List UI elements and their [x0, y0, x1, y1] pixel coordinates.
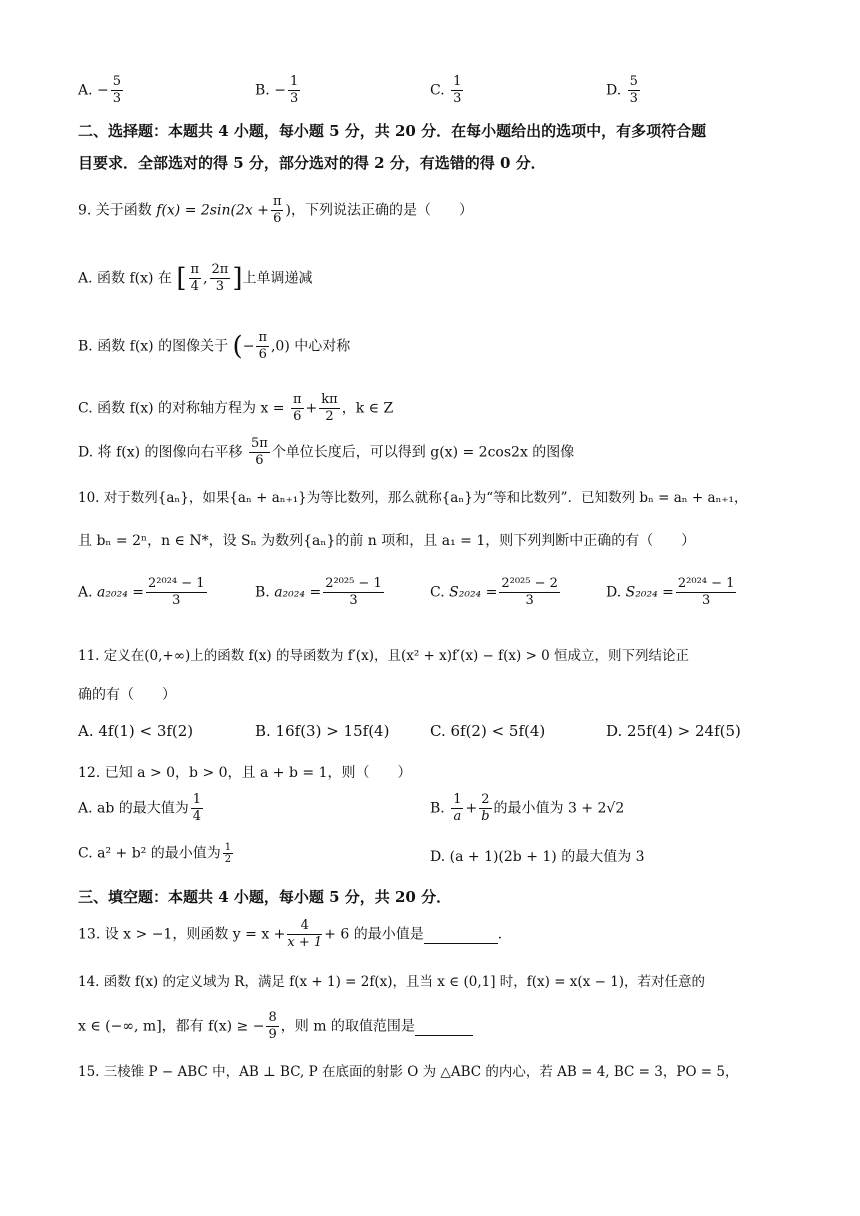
denominator: 6 — [258, 347, 267, 362]
q9-option-c: C. 函数 f(x) 的对称轴方程为 x = $\frac{\pi}{6}$ + $\frac{k\pi}{2}$ ，k ∈ Z — [78, 392, 394, 424]
numerator: 5 — [629, 74, 638, 89]
denominator: 3 — [172, 593, 181, 608]
option-label: C. — [430, 82, 445, 99]
option-suffix: 个单位长度后，可以得到 g(x) = 2cos2x 的图像 — [271, 444, 575, 461]
numerator: 8 — [268, 1010, 277, 1025]
answer-blank[interactable] — [415, 1019, 473, 1036]
q12-option-c — [78, 842, 235, 865]
denominator: b — [481, 809, 490, 824]
q10-option-a — [78, 576, 209, 609]
denominator: 6 — [273, 211, 282, 226]
fraction — [287, 918, 322, 951]
q14-suffix: ，则 m 的取值范围是 — [280, 1018, 415, 1035]
q9-function: f(x) = 2sin(2x + — [156, 202, 269, 219]
q9-stem — [78, 194, 473, 227]
option-label: A. — [78, 82, 93, 99]
minus-sign: − — [97, 82, 109, 99]
denominator: 2 — [224, 854, 232, 865]
numerator: π — [272, 194, 282, 209]
fraction — [451, 74, 463, 107]
fraction — [288, 74, 300, 107]
option-label: D. — [606, 82, 622, 99]
q8-option-a — [78, 74, 125, 107]
fraction — [146, 576, 207, 609]
q9-option-d — [78, 436, 574, 469]
numerator: 2²⁰²⁵ − 2 — [501, 576, 558, 591]
q12-stem: 12. 已知 a > 0，b > 0，且 a + b = 1，则（ ） — [78, 765, 412, 781]
option-suffix: ，k ∈ Z — [341, 400, 394, 417]
bracket: [ — [176, 263, 187, 294]
option-lhs: a₂₀₂₄ = — [97, 584, 144, 601]
denominator: 6 — [255, 453, 264, 468]
option-label: A. — [78, 584, 93, 601]
denominator: 2 — [325, 409, 334, 424]
fraction — [323, 576, 384, 609]
q10-option-b — [255, 576, 386, 609]
numerator: 1 — [289, 74, 299, 89]
section2-heading-line2: 目要求．全部选对的得 5 分，部分选对的得 2 分，有选错的得 0 分． — [78, 154, 546, 172]
fraction — [479, 792, 491, 825]
fraction — [111, 74, 123, 107]
option-text: D. 将 f(x) 的图像向右平移 — [78, 444, 243, 461]
numerator: 1 — [453, 792, 462, 807]
numerator: 2²⁰²⁴ − 1 — [148, 576, 205, 591]
q9-option-b: B. 函数 f(x) 的图像关于 (− $\frac{\pi}{6}$ ,0) 中心对称 — [78, 330, 351, 362]
denominator: 3 — [112, 91, 122, 106]
option-lhs: S₂₀₂₄ = — [449, 584, 498, 601]
numerator: 5 — [112, 74, 122, 89]
q8-option-b — [255, 74, 302, 107]
q13-end: ． — [497, 926, 512, 943]
denominator: 4 — [190, 279, 199, 294]
option-suffix: 上单调递减 — [242, 270, 313, 287]
q9-prefix: 9. 关于函数 — [78, 202, 152, 219]
numerator: 1 — [453, 74, 462, 89]
numerator: 1 — [192, 792, 202, 807]
denominator: 6 — [293, 409, 302, 424]
option-text: B. 函数 f(x) 的图像关于 — [78, 338, 229, 355]
fraction — [249, 436, 270, 469]
q12-option-a — [78, 792, 205, 825]
q11-stem-line1: 11. 定义在(0,+∞)上的函数 f(x) 的导函数为 f′(x)，且(x² + x)f′(x) − f(x) > 0 恒成立，则下列结论正 — [78, 648, 690, 664]
q11-stem-line2: 确的有（ ） — [78, 687, 176, 703]
option-text: C. 函数 f(x) 的对称轴方程为 x = — [78, 400, 285, 417]
q12-option-d: D. (a + 1)(2b + 1) 的最大值为 3 — [430, 849, 645, 865]
option-suffix: ,0) 中心对称 — [270, 338, 351, 355]
numerator: kπ — [321, 392, 338, 407]
numerator: 2²⁰²⁴ − 1 — [677, 576, 735, 591]
fraction — [191, 792, 203, 825]
fraction — [189, 262, 202, 295]
fraction — [676, 576, 737, 609]
bracket: ] — [232, 263, 243, 294]
denominator: 3 — [525, 593, 534, 608]
fraction — [223, 842, 233, 865]
q10-stem-line2: 且 bₙ = 2ⁿ，n ∈ N*，设 Sₙ 为数列{aₙ}的前 n 项和，且 a₁ = 1，则下列判断中正确的有（ ） — [78, 533, 696, 549]
denominator: 9 — [268, 1027, 277, 1042]
numerator: π — [258, 330, 267, 345]
q13-suffix: + 6 的最小值是 — [324, 926, 424, 943]
minus-sign: − — [274, 82, 286, 99]
q11-option-c: C. 6f(2) < 5f(4) — [430, 722, 546, 740]
option-label: C. — [430, 584, 445, 601]
numerator: 1 — [224, 842, 232, 853]
option-label: B. — [255, 82, 270, 99]
numerator: 2 — [481, 792, 490, 807]
section3-heading: 三、填空题：本题共 4 小题，每小题 5 分，共 20 分． — [78, 888, 452, 906]
q10-stem-line1: 10. 对于数列{aₙ}，如果{aₙ + aₙ₊₁}为等比数列，那么就称{aₙ}为“等和比数列”．已知数列 bₙ = aₙ + aₙ₊₁， — [78, 490, 748, 506]
denominator: 3 — [215, 279, 225, 294]
numerator: π — [293, 392, 302, 407]
q8-option-c — [430, 74, 465, 107]
q14-prefix: x ∈ (−∞, m]，都有 f(x) ≥ − — [78, 1018, 265, 1035]
denominator: 3 — [453, 91, 462, 106]
denominator: 3 — [629, 91, 638, 106]
section2-heading-line1: 二、选择题：本题共 4 小题，每小题 5 分，共 20 分．在每小题给出的选项中，有多项符合题 — [78, 122, 707, 140]
q10-option-d — [606, 576, 738, 609]
numerator: 2π — [211, 262, 229, 277]
fraction — [319, 392, 339, 425]
fraction — [291, 392, 304, 425]
q11-option-b: B. 16f(3) > 15f(4) — [255, 722, 390, 740]
fraction — [210, 262, 231, 295]
denominator: 3 — [289, 91, 299, 106]
denominator: 3 — [349, 593, 358, 608]
option-suffix: 的最小值为 3 + 2√2 — [493, 800, 625, 817]
fraction — [256, 330, 269, 363]
q11-option-a: A. 4f(1) < 3f(2) — [78, 722, 194, 740]
denominator: 4 — [192, 809, 202, 824]
fraction — [451, 792, 463, 825]
denominator: x + 1 — [287, 935, 323, 950]
denominator: a — [453, 809, 462, 824]
q14-stem-line2 — [78, 1010, 473, 1043]
q10-option-c — [430, 576, 562, 609]
q9-suffix: )，下列说法正确的是（ ） — [285, 202, 473, 219]
option-label: B. — [255, 584, 270, 601]
option-text: C. a² + b² 的最小值为 — [78, 845, 221, 862]
q13-prefix: 13. 设 x > −1，则函数 y = x + — [78, 926, 286, 943]
option-text: A. ab 的最大值为 — [78, 800, 189, 817]
q15-stem-line1: 15. 三棱锥 P − ABC 中，AB ⊥ BC, P 在底面的射影 O 为 △ABC 的内心，若 AB = 4, BC = 3，PO = 5， — [78, 1064, 739, 1080]
option-label: B. — [430, 800, 445, 817]
fraction — [266, 1010, 278, 1043]
fraction — [271, 194, 284, 227]
q9-option-a: A. 函数 f(x) 在 [ $\frac{\pi}{4}$ , $\frac{2\pi}{3}$ ]上单调递减 — [78, 262, 313, 294]
fraction — [499, 576, 560, 609]
option-lhs: S₂₀₂₄ = — [625, 584, 674, 601]
q8-option-d — [606, 74, 642, 107]
option-label: D. — [606, 584, 622, 601]
option-text: A. 函数 f(x) 在 — [78, 270, 172, 287]
answer-blank[interactable] — [424, 927, 498, 944]
q11-option-d: D. 25f(4) > 24f(5) — [606, 722, 741, 740]
q12-option-b: B. $\frac{1}{a}$ + $\frac{2}{b}$ 的最小值为 3 + 2√2 — [430, 792, 625, 824]
numerator: π — [190, 262, 200, 277]
q14-stem-line1: 14. 函数 f(x) 的定义域为 R，满足 f(x + 1) = 2f(x)，且当 x ∈ (0,1] 时，f(x) = x(x − 1)，若对任意的 — [78, 974, 706, 990]
denominator: 3 — [702, 593, 711, 608]
numerator: 2²⁰²⁵ − 1 — [325, 576, 382, 591]
option-lhs: a₂₀₂₄ = — [274, 584, 322, 601]
q13-stem — [78, 918, 512, 951]
numerator: 5π — [250, 436, 268, 451]
numerator: 4 — [287, 918, 322, 935]
paren: ( — [232, 331, 243, 362]
fraction — [628, 74, 640, 107]
